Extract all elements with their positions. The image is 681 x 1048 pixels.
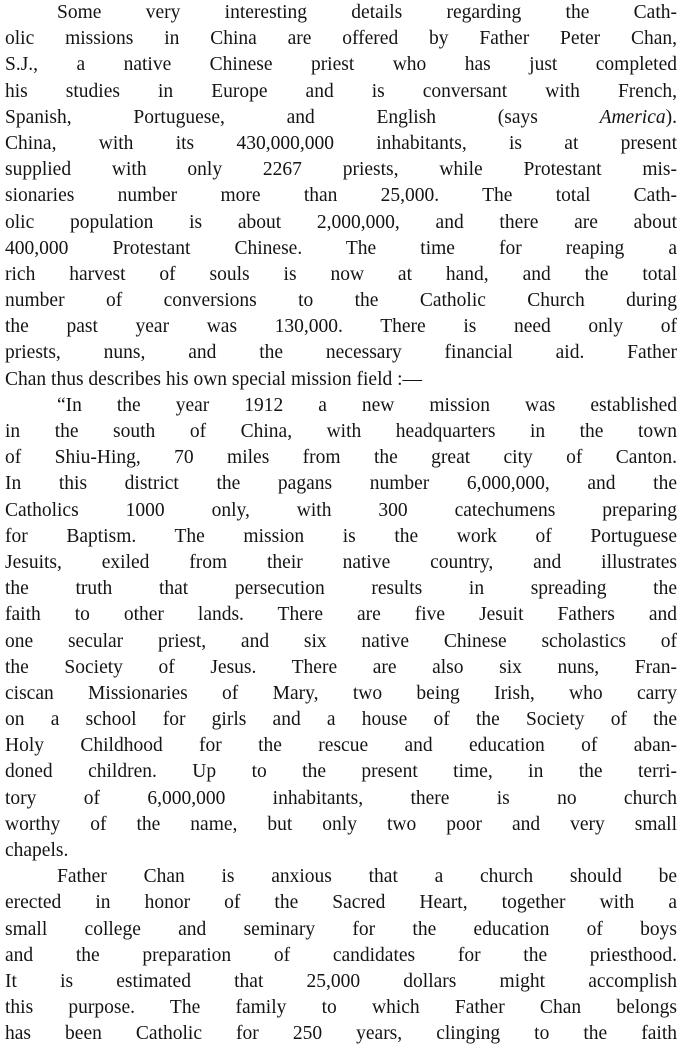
text-line: China, with its 430,000,000 inhabitants, is at present — [5, 132, 677, 154]
text-line: In this district the pagans number 6,000,000, and the — [5, 473, 677, 495]
paragraph-2 — [5, 393, 677, 864]
paragraph-3 — [5, 864, 677, 1047]
text-line: “In the year 1912 a new mission was established — [57, 394, 677, 416]
text-line: has been Catholic for 250 years, clinging to the faith — [5, 1023, 677, 1045]
text-line: rich harvest of souls is now at hand, and the total — [5, 263, 677, 285]
text-line: olic missions in China are offered by Father Peter Chan, — [5, 28, 677, 50]
text-line: for Baptism. The mission is the work of Portuguese — [5, 525, 677, 547]
text-line: worthy of the name, but only two poor and very small — [5, 813, 677, 835]
text-line: It is estimated that 25,000 dollars might accomplish — [5, 970, 677, 992]
text-line: sionaries number more than 25,000. The total Cath- — [5, 185, 677, 207]
text-line: tory of 6,000,000 inhabitants, there is no church — [5, 787, 677, 809]
text-line: erected in honor of the Sacred Heart, together with a — [5, 892, 677, 914]
text-line: priests, nuns, and the necessary financial aid. Father — [5, 342, 677, 364]
text-line: S.J., a native Chinese priest who has just completed — [5, 54, 677, 76]
text-line: of Shiu-Hing, 70 miles from the great city of Canton. — [5, 447, 677, 469]
text-line-with-italic: Spanish, Portuguese, and English (says America). — [5, 106, 677, 128]
text-line: one secular priest, and six native Chinese scholastics of — [5, 630, 677, 652]
text-line: supplied with only 2267 priests, while Protestant mis- — [5, 159, 677, 181]
text-line: doned children. Up to the present time, in the terri- — [5, 761, 677, 783]
text-line: the truth that persecution results in spreading the — [5, 578, 677, 600]
paragraph-1 — [5, 0, 677, 393]
text-line: the Society of Jesus. There are also six nuns, Fran- — [5, 656, 677, 678]
text-line: olic population is about 2,000,000, and there are about — [5, 211, 677, 233]
text-line: in the south of China, with headquarters in the town — [5, 421, 677, 442]
italic-title: America — [599, 106, 666, 128]
text-line: Chan thus describes his own special mission field :— — [5, 368, 423, 390]
text-line: Jesuits, exiled from their native country, and illustrates — [5, 551, 677, 573]
text-line: 400,000 Protestant Chinese. The time for reaping a — [5, 237, 677, 259]
text-line: on a school for girls and a house of the Society of the — [5, 709, 677, 731]
text-line: number of conversions to the Catholic Church during — [5, 290, 677, 312]
text-line: the past year was 130,000. There is need only of — [5, 316, 677, 338]
document-page — [5, 0, 677, 1048]
text-line: Catholics 1000 only, with 300 catechumens preparing — [5, 499, 677, 521]
text-line: ciscan Missionaries of Mary, two being Irish, who carry — [5, 682, 677, 704]
text-line: chapels. — [5, 840, 69, 861]
text-line: this purpose. The family to which Father Chan belongs — [5, 997, 677, 1019]
text-line: Some very interesting details regarding the Cath- — [57, 2, 677, 23]
text-line: faith to other lands. There are five Jesuit Fathers and — [5, 604, 677, 626]
text-line: Holy Childhood for the rescue and education of aban- — [5, 735, 677, 757]
text-line: his studies in Europe and is conversant with French, — [5, 80, 677, 102]
text-line: and the preparation of candidates for the priesthood. — [5, 944, 677, 966]
text-line: Father Chan is anxious that a church should be — [57, 866, 677, 888]
text-line: small college and seminary for the education of boys — [5, 918, 677, 940]
